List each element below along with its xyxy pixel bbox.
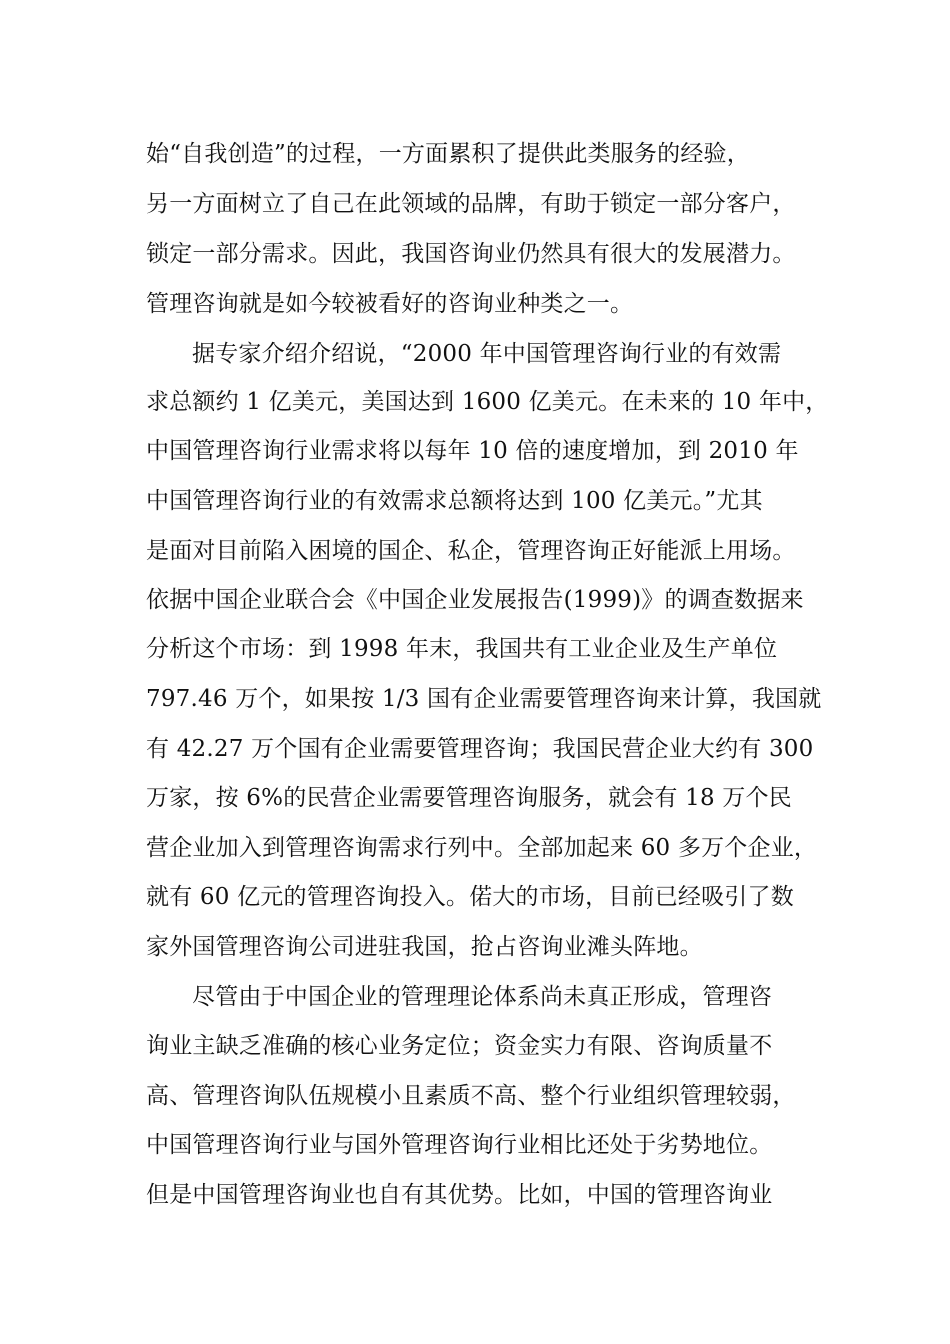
text-line: 锁定一部分需求。因此，我国咨询业仍然具有很大的发展潜力。 [146, 241, 796, 267]
text-line: 797.46 万个，如果按 1/3 国有企业需要管理咨询来计算，我国就 [146, 686, 822, 712]
text-line: 有 42.27 万个国有企业需要管理咨询；我国民营企业大约有 300 [146, 736, 814, 762]
text-line: 分析这个市场：到 1998 年末，我国共有工业企业及生产单位 [146, 636, 778, 662]
text-line: 高、管理咨询队伍规模小且素质不高、整个行业组织管理较弱， [146, 1083, 796, 1109]
text-line: 中国管理咨询行业需求将以每年 10 倍的速度增加，到 2010 年 [146, 438, 799, 464]
text-line: 依据中国企业联合会《中国企业发展报告(1999)》的调查数据来 [146, 587, 804, 613]
paragraph-start-line: 尽管由于中国企业的管理理论体系尚未真正形成，管理咨 [192, 984, 772, 1010]
text-line: 营企业加入到管理咨询需求行列中。全部加起来 60 多万个企业， [146, 835, 818, 861]
text-line: 始“自我创造”的过程，一方面累积了提供此类服务的经验， [146, 141, 750, 167]
text-line: 中国管理咨询行业的有效需求总额将达到 100 亿美元。”尤其 [146, 488, 763, 514]
text-line: 万家，按 6%的民营企业需要管理咨询服务，就会有 18 万个民 [146, 785, 792, 811]
text-line: 管理咨询就是如今较被看好的咨询业种类之一。 [146, 291, 634, 317]
text-line: 就有 60 亿元的管理咨询投入。偌大的市场，目前已经吸引了数 [146, 884, 794, 910]
text-line: 询业主缺乏准确的核心业务定位；资金实力有限、咨询质量不 [146, 1033, 773, 1059]
text-line: 家外国管理咨询公司进驻我国，抢占咨询业滩头阵地。 [146, 934, 703, 960]
text-line: 求总额约 1 亿美元，美国达到 1600 亿美元。在未来的 10 年中， [146, 389, 829, 415]
text-line: 是面对目前陷入困境的国企、私企，管理咨询正好能派上用场。 [146, 538, 796, 564]
text-line: 但是中国管理咨询业也自有其优势。比如，中国的管理咨询业 [146, 1182, 773, 1208]
text-line: 中国管理咨询行业与国外管理咨询行业相比还处于劣势地位。 [146, 1132, 773, 1158]
text-line: 另一方面树立了自己在此领域的品牌，有助于锁定一部分客户， [146, 191, 796, 217]
paragraph-start-line: 据专家介绍介绍说，“2000 年中国管理咨询行业的有效需 [192, 341, 782, 367]
